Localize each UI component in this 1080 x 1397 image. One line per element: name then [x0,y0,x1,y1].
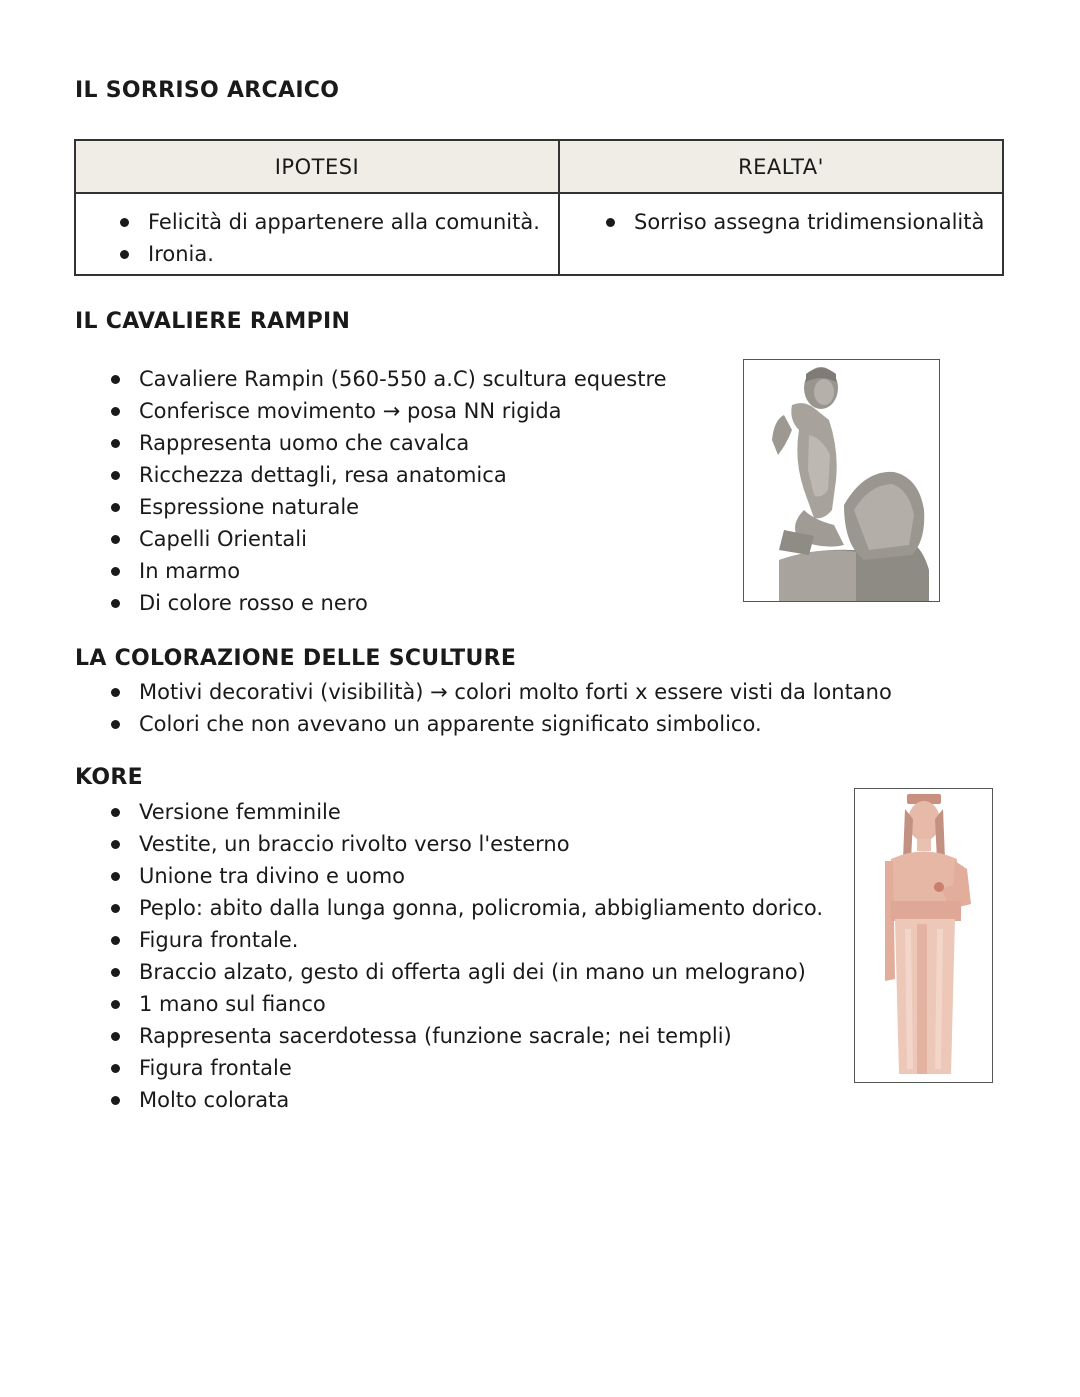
list-item: Cavaliere Rampin (560-550 a.C) scultura equestre [75,363,667,395]
list-item: In marmo [75,555,667,587]
list-item: Unione tra divino e uomo [75,860,823,892]
list-item: Versione femminile [75,796,823,828]
list-item: Figura frontale [75,1052,823,1084]
list-item: Motivi decorativi (visibilità) → colori molto forti x essere visti da lontano [75,676,892,708]
list-item: Rappresenta sacerdotessa (funzione sacrale; nei templi) [75,1020,823,1052]
list-item: Molto colorata [75,1084,823,1116]
table-header-ipotesi: IPOTESI [75,140,559,193]
list-item: Colori che non avevano un apparente significato simbolico. [75,708,892,740]
list-item: Capelli Orientali [75,523,667,555]
list-item: Peplo: abito dalla lunga gonna, policromia, abbigliamento dorico. [75,892,823,924]
heading-kore: KORE [75,765,143,790]
colorazione-list [75,676,892,740]
heading-sorriso-arcaico: IL SORRISO ARCAICO [75,78,340,103]
comparison-table [74,139,1004,276]
list-item: Espressione naturale [75,491,667,523]
kore-statue-image [855,789,992,1082]
table-cell-ipotesi [75,193,559,275]
list-item: Sorriso assegna tridimensionalità [560,206,1002,238]
list-item: Ironia. [76,238,558,270]
list-item: Braccio alzato, gesto di offerta agli dei (in mano un melograno) [75,956,823,988]
rampin-statue-photo [743,359,940,602]
rampin-statue-image [744,360,939,601]
list-item: Vestite, un braccio rivolto verso l'esterno [75,828,823,860]
table-header-realta: REALTA' [559,140,1003,193]
heading-cavaliere-rampin: IL CAVALIERE RAMPIN [75,309,351,334]
kore-list [75,796,823,1116]
list-item: Felicità di appartenere alla comunità. [76,206,558,238]
list-item: Rappresenta uomo che cavalca [75,427,667,459]
rampin-list [75,363,667,619]
list-item: Di colore rosso e nero [75,587,667,619]
list-item: Conferisce movimento → posa NN rigida [75,395,667,427]
table-cell-realta [559,193,1003,275]
heading-colorazione-sculture: LA COLORAZIONE DELLE SCULTURE [75,646,517,671]
list-item: 1 mano sul fianco [75,988,823,1020]
list-item: Figura frontale. [75,924,823,956]
kore-statue-photo [854,788,993,1083]
list-item: Ricchezza dettagli, resa anatomica [75,459,667,491]
